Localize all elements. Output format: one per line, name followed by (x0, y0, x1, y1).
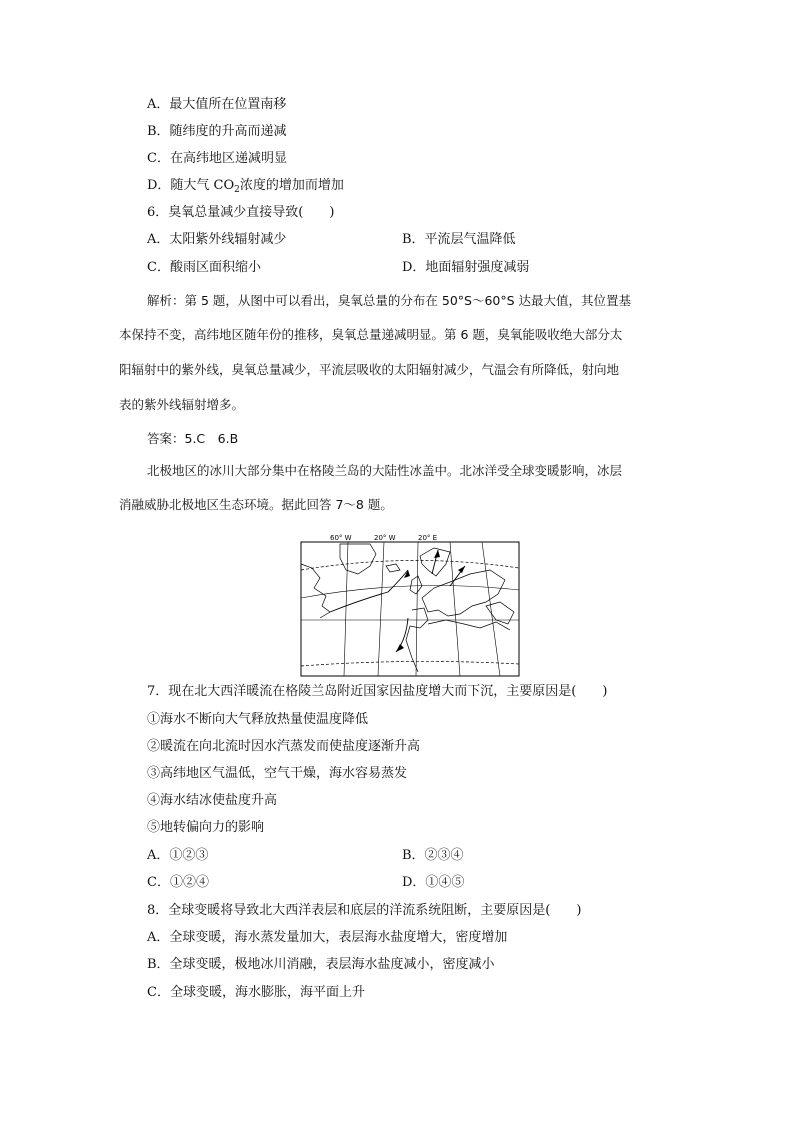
analysis-line-1: 解析：第 5 题，从图中可以看出，臭氧总量的分布在 50°S～60°S 达最大值，其位置基 (147, 293, 632, 308)
q7-statement-5: ⑤地转偏向力的影响 (147, 820, 265, 835)
intro-line-2: 消融威胁北极地区生态环境。据此回答 7～8 题。 (119, 497, 393, 512)
q6-option-a: A．太阳紫外线辐射减少 (147, 232, 287, 247)
q8-option-a: A．全球变暖，海水蒸发量加大，表层海水盐度增大，密度增加 (147, 930, 508, 945)
q5-option-d-subscript: 2 (234, 185, 240, 195)
q5-option-c: C．在高纬地区递减明显 (147, 151, 287, 166)
q6-stem: 6．臭氧总量减少直接导致( ) (147, 205, 335, 220)
q5-option-b: B．随纬度的升高而递减 (147, 124, 287, 139)
analysis-line-3: 阳辐射中的紫外线，臭氧总量减少，平流层吸收的太阳辐射减少，气温会有所降低，射向地 (119, 362, 620, 377)
q8-option-b: B．全球变暖，极地冰川消融，表层海水盐度减小，密度减小 (147, 957, 495, 972)
q5-option-d-text-pre: D．随大气 CO (147, 178, 235, 193)
analysis-line-2: 本保持不变，高纬地区随年份的推移，臭氧总量递减明显。第 6 题，臭氧能吸收绝大部分太 (119, 327, 623, 342)
q5-option-d-text-post: 浓度的增加而增加 (239, 178, 344, 193)
q7-statement-1: ①海水不断向大气释放热量使温度降低 (147, 712, 369, 727)
q6-option-c: C．酸雨区面积缩小 (147, 260, 261, 275)
q7-statement-2: ②暖流在向北流时因水汽蒸发而使盐度逐渐升高 (147, 739, 421, 754)
label-20w: 20° W (374, 534, 396, 542)
analysis-line-4: 表的紫外线辐射增多。 (119, 397, 245, 412)
q7-stem: 7．现在北大西洋暖流在格陵兰岛附近国家因盐度增大而下沉，主要原因是( ) (147, 684, 608, 699)
q6-option-b: B．平流层气温降低 (402, 232, 516, 247)
north-atlantic-map (300, 534, 522, 680)
map-frame (301, 542, 519, 676)
q7-option-a: A．①②③ (147, 848, 209, 863)
q7-option-c: C．①②④ (147, 875, 209, 890)
q7-statement-3: ③高纬地区气温低，空气干燥，海水容易蒸发 (147, 766, 408, 781)
q5-option-d (147, 177, 344, 195)
q8-option-c: C．全球变暖，海水膨胀，海平面上升 (147, 985, 365, 1000)
q7-statement-4: ④海水结冰使盐度升高 (147, 793, 278, 808)
label-60w: 60° W (330, 534, 352, 542)
q6-option-d: D．地面辐射强度减弱 (402, 260, 530, 275)
q8-stem: 8．全球变暖将导致北大西洋表层和底层的洋流系统阻断，主要原因是( ) (147, 903, 582, 918)
map-svg (300, 534, 522, 680)
q5-option-a: A．最大值所在位置南移 (147, 97, 287, 112)
label-20e: 20° E (418, 534, 438, 542)
q7-option-d: D．①④⑤ (402, 875, 465, 890)
q7-option-b: B．②③④ (402, 848, 464, 863)
answer-line: 答案：5.C 6.B (147, 431, 239, 446)
intro-line-1: 北极地区的冰川大部分集中在格陵兰岛的大陆性冰盖中。北冰洋受全球变暖影响，冰层 (147, 463, 623, 478)
